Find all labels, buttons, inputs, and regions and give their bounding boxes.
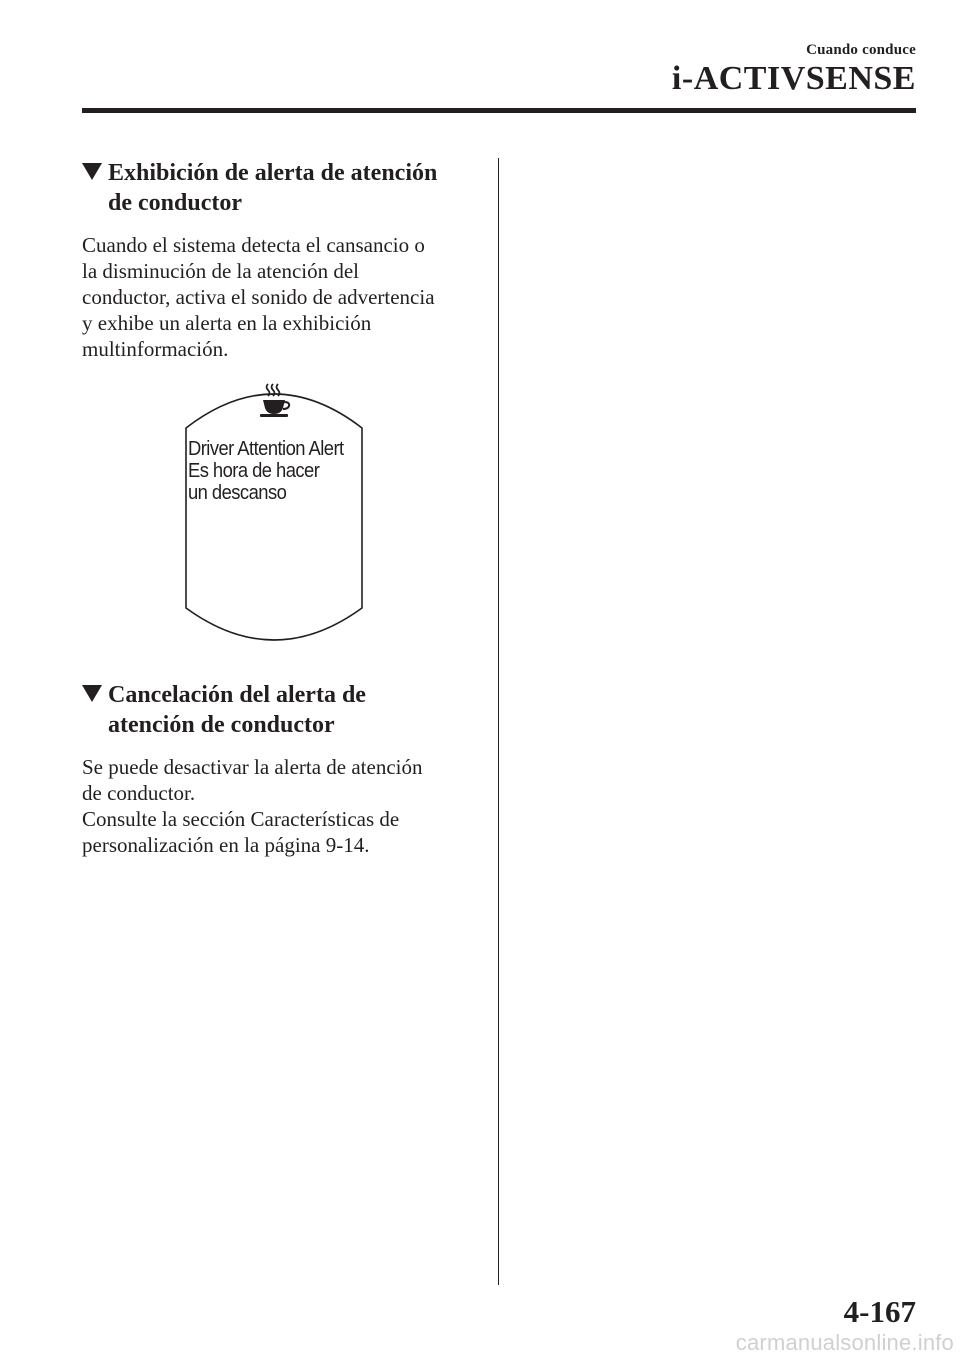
section-title: i-ACTIVSENSE [671, 60, 916, 97]
alert-message [188, 438, 344, 504]
alert-line: Es hora de hacer [188, 460, 320, 482]
text-line: multinformación. [82, 337, 229, 361]
text-line: Se puede desactivar la alerta de atención [82, 755, 423, 779]
body-paragraph [82, 232, 474, 362]
column-divider [498, 158, 499, 1285]
display-outline [184, 376, 364, 646]
heading-line: Cancelación del alerta de [108, 682, 366, 708]
text-line: y exhibe un alerta en la exhibición [82, 311, 372, 335]
heading-line: Exhibición de alerta de atención [108, 160, 438, 186]
triangle-bullet-icon [82, 163, 102, 180]
multi-information-display [184, 376, 364, 646]
text-line: Cuando el sistema detecta el cansancio o [82, 233, 425, 257]
alert-line: un descanso [188, 482, 287, 504]
chapter-label: Cuando conduce [806, 42, 916, 58]
text-line: de conductor. [82, 781, 196, 805]
heading-line: de conductor [108, 190, 242, 216]
text-line: Consulte la sección Características de [82, 807, 400, 831]
text-line: la disminución de la atención del [82, 259, 359, 283]
text-line: personalización en la página 9-14. [82, 833, 370, 857]
section-cancel-alert [82, 680, 474, 858]
section-heading [82, 680, 474, 740]
heading-line: atención de conductor [108, 712, 335, 738]
header-rule [82, 108, 916, 113]
body-paragraph [82, 754, 474, 858]
triangle-bullet-icon [82, 685, 102, 702]
alert-line: Driver Attention Alert [188, 438, 344, 460]
section-heading [82, 158, 474, 218]
page-number: 4-167 [843, 1294, 916, 1329]
text-line: conductor, activa el sonido de advertencia [82, 285, 435, 309]
section-display-alert [82, 158, 474, 362]
watermark: carmanualsonline.info [735, 1330, 954, 1355]
